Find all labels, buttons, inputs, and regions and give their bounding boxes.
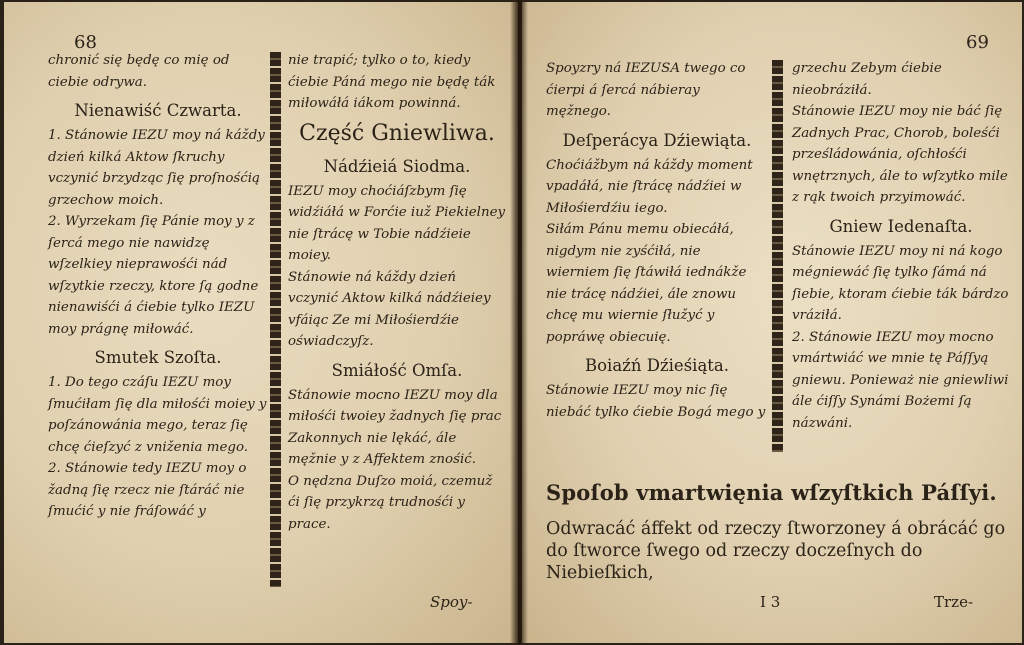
right-page bbox=[522, 2, 1022, 643]
left-column-2 bbox=[288, 50, 506, 535]
catchword-left: Spoy- bbox=[430, 593, 473, 611]
left-page bbox=[4, 2, 518, 643]
part-heading: Część Gniewliwa. bbox=[299, 120, 495, 146]
section-heading: Gniew Iedenaſta. bbox=[829, 216, 973, 236]
page-number-left: 68 bbox=[74, 32, 97, 53]
text-paragraph: Choćiážbym ná káždy moment vpadáłá, nie ſtrácę nádźiei w Miłośierdźiu iego. bbox=[546, 157, 753, 216]
left-column-1 bbox=[48, 50, 268, 523]
text-paragraph: grzechu Zebym ćiebie nieobráziłá. bbox=[792, 61, 942, 98]
text-paragraph: 1. Do tego czáſu IEZU moy ſmućiłam ſię dla miłośći moiey y poſzánowánia mego, teraz ſię chcę ćieſzyć z vniženia mego. bbox=[48, 375, 267, 455]
text-paragraph: Stánowie mocno IEZU moy dla miłośći twoiey žadnych ſię prac Zakonnych nie lękáć, ále męžnie y z Affektem znośić. bbox=[288, 387, 502, 467]
text-paragraph: Siłám Pánu memu obiecáłá, nigdym nie zyśćiłá, nie wierniem ſię ſtáwiłá iednákže nie trácę nádźiei, ále znowu chcę mu wiernie ſłužyć y popráwę obiecuię. bbox=[546, 222, 747, 345]
text-paragraph: 1. Stánowie IEZU moy ná káždy dzień kilká Aktow ſkruchy vczynić brzydząc ſię proſnośćią grzechow moich. bbox=[48, 128, 265, 208]
text-paragraph: IEZU moy choćiáſzbym ſię widźiáłá w Forćie iuž Piekielney nie ſtrácę w Tobie nádźieie moiey. bbox=[288, 183, 506, 263]
section-heading: Boiaźń Dźieśiąta. bbox=[585, 356, 729, 375]
text-paragraph: chronić się będę co mię od ciebie odrywa. bbox=[48, 53, 230, 90]
chapter-title: Spoſob vmartwięnia wſzyſtkich Páſſyi. bbox=[546, 480, 997, 505]
right-column-2 bbox=[792, 58, 1010, 434]
text-paragraph: 2. Stánowie IEZU moy mocno vmártwiáć we mnie tę Páſſyą gniewu. Ponieważ nie gniewliwi ále ćiſſy Synámi Bożemi ſą názwáni. bbox=[792, 329, 1009, 431]
text-paragraph: Stánowie IEZU moy ni ná kogo mégniewáć ſię tylko ſámá ná ſiebie, ktoram ćiebie ták bárdzo vráziłá. bbox=[792, 243, 1009, 323]
section-heading: Nienawiść Czwarta. bbox=[74, 101, 242, 120]
book-gutter bbox=[510, 0, 528, 645]
section-heading: Smutek Szoſta. bbox=[94, 348, 222, 367]
section-heading: Smiáłość Omſa. bbox=[331, 360, 463, 380]
right-column-1 bbox=[546, 58, 768, 423]
signature-mark: I 3 bbox=[760, 593, 781, 611]
text-paragraph: 2. Stánowie tedy IEZU moy o žadną ſię rzecz nie ſtáráć nie ſmućić y nie fráſowáć y bbox=[48, 461, 247, 519]
text-paragraph: Stánowie IEZU moy nic ſię niebáć tylko ćiebie Bogá mego y bbox=[546, 383, 766, 420]
text-paragraph: Stánowie ná káždy dzień vczynić Aktow kilká nádźieiey vfáiąc Ze mi Miłośierdźie oświadczyſz. bbox=[288, 269, 491, 349]
text-paragraph: 2. Wyrzekam ſię Pánie moy y z ſercá mego nie nawidzę wſzelkiey nieprawośći nád wſzytkie rzeczy, ktore ſą godne nienawiśći á ćiebie tylko IEZU moy prágnę miłowáć. bbox=[48, 214, 259, 337]
section-heading: Nádźieiá Siodma. bbox=[323, 156, 471, 176]
text-paragraph: nie trapić; tylko o to, kiedy ćiebie Páná mego nie będę ták miłowáłá iákom powinná. bbox=[288, 53, 496, 111]
text-paragraph: Stánowie IEZU moy nie báć ſię Zadnych Prac, Chorob, boleśći prześládowánia, oſchłośći wnętrznych, ále to wſzytko mile z rąk twoich przyimowáć. bbox=[792, 104, 1008, 205]
catchword-right: Trze- bbox=[934, 593, 974, 611]
text-paragraph: Spoyzry ná IEZUSA twego co ćierpi á ſercá nábieray męžnego. bbox=[546, 61, 746, 119]
chapter-body-text: Odwracáć áffekt od rzeczy ſtworzoney á obrácáć go do ſtworce ſwego od rzeczy doczeſnych do Niebieſkich, bbox=[546, 519, 1006, 583]
text-paragraph: O nędzna Duſzo moiá, czemuž ći ſię przykrzą trudnośći y prace. bbox=[288, 473, 493, 532]
page-number-right: 69 bbox=[966, 32, 989, 53]
section-heading: Deſperácya Dźiewiąta. bbox=[562, 130, 752, 150]
ornamental-border bbox=[772, 60, 783, 452]
ornamental-border bbox=[270, 52, 281, 587]
